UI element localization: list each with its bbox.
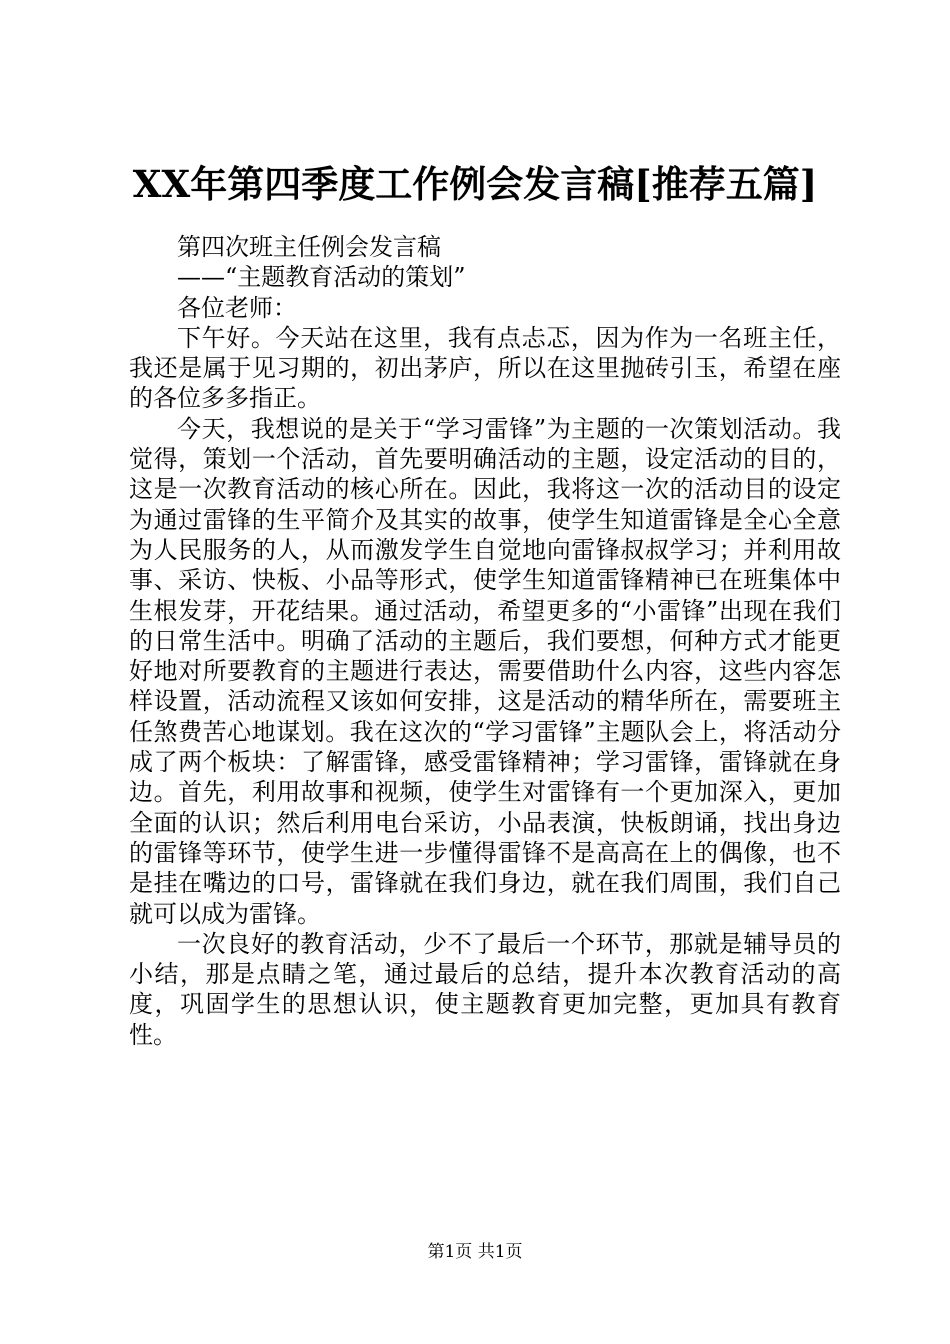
body-paragraph: 一次良好的教育活动，少不了最后一个环节，那就是辅导员的小结，那是点睛之笔，通过最后的总结，提升本次教育活动的高度，巩固学生的思想认识，使主题教育更加完整，更加具有教育性。	[129, 929, 841, 1049]
subtitle-paragraph: 第四次班主任例会发言稿	[177, 233, 441, 261]
document-title: XX年第四季度工作例会发言稿[推荐五篇]	[132, 162, 818, 206]
page-footer: 第1页 共1页	[427, 1242, 523, 1262]
body-paragraph: 下午好。今天站在这里，我有点忐忑，因为作为一名班主任，我还是属于见习期的，初出茅庐，所以在这里抛砖引玉，希望在座的各位多多指正。	[129, 323, 841, 413]
document-body	[129, 232, 841, 1050]
salutation-paragraph: 各位老师：	[177, 293, 297, 322]
theme-paragraph: ——“主题教育活动的策划”	[177, 263, 466, 292]
body-paragraph: 今天，我想说的是关于“学习雷锋”为主题的一次策划活动。我觉得，策划一个活动，首先要明确活动的主题，设定活动的目的，这是一次教育活动的核心所在。因此，我将这一次的活动目的设定为通过雷锋的生平简介及其实的故事，使学生知道雷锋是全心全意为人民服务的人，从而激发学生自觉地向雷锋叔叔学习；并利用故事、采访、快板、小品等形式，使学生知道雷锋精神已在班集体中生根发芽，开花结果。通过活动，希望更多的“小雷锋”出现在我们的日常生活中。明确了活动的主题后，我们要想，何种方式才能更好地对所要教育的主题进行表达，需要借助什么内容，这些内容怎样设置，活动流程又该如何安排，这是活动的精华所在，需要班主任煞费苦心地谋划。我在这次的“学习雷锋”主题队会上，将活动分成了两个板块：了解雷锋，感受雷锋精神；学习雷锋，雷锋就在身边。首先，利用故事和视频，使学生对雷锋有一个更加深入，更加全面的认识；然后利用电台采访，小品表演，快板朗诵，找出身边的雷锋等环节，使学生进一步懂得雷锋不是高高在上的偶像，也不是挂在嘴边的口号，雷锋就在我们身边，就在我们周围，我们自己就可以成为雷锋。	[129, 414, 841, 928]
